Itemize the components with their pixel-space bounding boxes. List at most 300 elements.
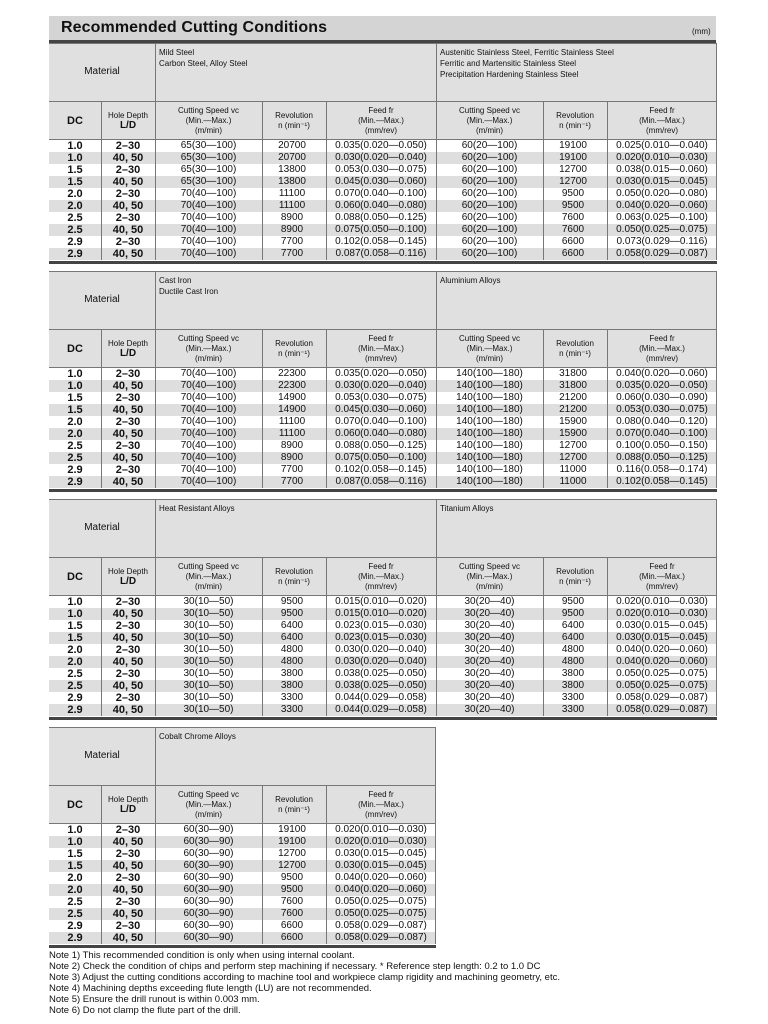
revolution-value: 20700 [278, 152, 306, 163]
revolution-value: 6600 [561, 236, 585, 247]
revolution-value: 6400 [280, 620, 304, 631]
revolution-value: 9500 [280, 608, 304, 619]
revolution-value: 11000 [559, 464, 587, 475]
feed-value: 0.050(0.020—0.080) [616, 188, 708, 199]
revolution-value: 21200 [559, 404, 587, 415]
speed-value: 140(100—180) [456, 380, 523, 391]
table-row [49, 416, 717, 428]
table-block [49, 43, 717, 264]
ld-value: 2–30 [115, 896, 141, 908]
speed-value: 30(20—40) [464, 608, 515, 619]
table-divider [49, 595, 717, 596]
speed-value: 140(100—180) [456, 368, 523, 379]
feed-value: 0.063(0.025—0.100) [616, 212, 708, 223]
dc-value: 2.0 [67, 872, 83, 884]
ld-value: 40, 50 [112, 932, 144, 944]
speed-value: 60(30—90) [183, 896, 234, 907]
table-divider [49, 271, 717, 272]
revolution-value: 3300 [280, 692, 304, 703]
revolution-value: 3800 [280, 680, 304, 691]
material-label: Material [84, 750, 120, 761]
feed-value: 0.050(0.025—0.075) [335, 908, 427, 919]
feed-value: 0.040(0.020—0.060) [616, 200, 708, 211]
speed-header-line: (Min.—Max.) [185, 799, 232, 809]
table-bottom-rule [49, 945, 436, 948]
table-row [49, 884, 436, 896]
feed-header-line: (Min.—Max.) [358, 115, 404, 125]
dc-value: 2.0 [67, 656, 83, 668]
revolution-header [262, 101, 326, 140]
revolution-header [262, 557, 326, 596]
table-divider [543, 101, 544, 260]
table-row [49, 644, 717, 656]
speed-value: 65(30—100) [180, 176, 237, 187]
unit-label: (mm) [692, 27, 711, 36]
speed-value: 70(40—100) [180, 476, 237, 487]
table-divider [436, 499, 437, 716]
revolution-value: 4800 [280, 656, 304, 667]
revolution-value: 3300 [280, 704, 304, 715]
dc-value: 2.0 [67, 644, 83, 656]
table-row [49, 620, 717, 632]
speed-header-line: (m/min) [194, 353, 223, 363]
table-divider [262, 329, 263, 488]
ld-value: 40, 50 [112, 476, 144, 488]
material-name: Mild Steel Carbon Steel, Alloy Steel [159, 48, 248, 68]
feed-header-line: Feed fr [368, 333, 394, 343]
feed-value: 0.058(0.029—0.087) [616, 704, 708, 715]
feed-header-line: (Min.—Max.) [639, 571, 685, 581]
table-row [49, 608, 717, 620]
table-divider [543, 329, 544, 488]
table-row [49, 836, 436, 848]
speed-value: 60(30—90) [183, 884, 234, 895]
feed-value: 0.044(0.029—0.058) [335, 692, 427, 703]
feed-value: 0.058(0.029—0.087) [616, 692, 708, 703]
speed-value: 70(40—100) [180, 464, 237, 475]
note-6: Note 6) Do not clamp the flute part of the drill. [49, 1005, 241, 1016]
material-name: Titanium Alloys [440, 504, 494, 513]
note-5: Note 5) Ensure the drill runout is within 0.003 mm. [49, 994, 260, 1005]
dc-value: 1.5 [67, 620, 83, 632]
feed-value: 0.038(0.025—0.050) [335, 668, 427, 679]
dc-header: DC [67, 342, 83, 355]
ld-value: 2–30 [115, 644, 141, 656]
dc-value: 2.9 [67, 464, 83, 476]
speed-value: 70(40—100) [180, 200, 237, 211]
revolution-value: 12700 [559, 452, 587, 463]
speed-value: 30(10—50) [183, 668, 234, 679]
revolution-value: 9500 [280, 872, 304, 883]
feed-header-line: Feed fr [368, 789, 394, 799]
feed-header [326, 785, 436, 824]
ld-value: 40, 50 [112, 704, 144, 716]
speed-value: 60(30—90) [183, 908, 234, 919]
revolution-value: 15900 [559, 416, 587, 427]
revolution-value: 19100 [278, 836, 306, 847]
hole-depth-label: Hole Depth [107, 794, 149, 804]
revolution-value: 11000 [559, 476, 587, 487]
revolution-header-line: n (min⁻¹) [559, 576, 591, 586]
speed-value: 140(100—180) [456, 392, 523, 403]
speed-value: 30(20—40) [464, 704, 515, 715]
feed-value: 0.040(0.020—0.060) [616, 368, 708, 379]
dc-header: DC [67, 570, 83, 583]
feed-header-line: (mm/rev) [646, 581, 678, 591]
feed-header-line: (Min.—Max.) [639, 115, 685, 125]
ld-value: 40, 50 [112, 224, 144, 236]
table-divider [49, 499, 717, 500]
revolution-value: 6600 [280, 932, 304, 943]
speed-value: 70(40—100) [180, 368, 237, 379]
feed-value: 0.053(0.030—0.075) [335, 164, 427, 175]
table-row [49, 392, 717, 404]
feed-value: 0.030(0.020—0.040) [335, 152, 427, 163]
speed-value: 30(20—40) [464, 644, 515, 655]
dc-value: 1.0 [67, 140, 83, 152]
speed-value: 70(40—100) [180, 404, 237, 415]
table-row [49, 908, 436, 920]
ld-value: 40, 50 [112, 200, 144, 212]
feed-header-line: Feed fr [649, 105, 675, 115]
page-title: Recommended Cutting Conditions [61, 19, 328, 36]
ld-label: L/D [119, 803, 137, 815]
revolution-value: 9500 [280, 884, 304, 895]
revolution-header-line: Revolution [275, 110, 313, 120]
feed-value: 0.025(0.010—0.040) [616, 140, 708, 151]
revolution-value: 6400 [561, 620, 585, 631]
feed-header-line: (mm/rev) [365, 125, 397, 135]
feed-value: 0.044(0.029—0.058) [335, 704, 427, 715]
material-name: Austenitic Stainless Steel, Ferritic Stainless Steel Ferritic and Martensitic Stainless Steel Precipitation Hardening Stainless Steel [440, 48, 614, 79]
revolution-value: 4800 [280, 644, 304, 655]
dc-header: DC [67, 114, 83, 127]
dc-value: 1.5 [67, 392, 83, 404]
speed-header-line: Cutting Speed vc [459, 333, 520, 343]
hole-depth-label: Hole Depth [107, 566, 149, 576]
table-row [49, 140, 717, 152]
table-row [49, 200, 717, 212]
feed-header [607, 329, 717, 368]
feed-header [326, 557, 436, 596]
feed-value: 0.102(0.058—0.145) [335, 464, 427, 475]
feed-value: 0.073(0.029—0.116) [616, 236, 708, 247]
revolution-header-line: n (min⁻¹) [559, 120, 591, 130]
speed-value: 70(40—100) [180, 416, 237, 427]
feed-value: 0.060(0.030—0.090) [616, 392, 708, 403]
table-divider [716, 499, 717, 716]
feed-header-line: (mm/rev) [365, 581, 397, 591]
table-divider [101, 557, 102, 716]
table-row [49, 452, 717, 464]
speed-value: 60(30—90) [183, 848, 234, 859]
speed-value: 70(40—100) [180, 392, 237, 403]
revolution-value: 7600 [280, 896, 304, 907]
revolution-value: 21200 [559, 392, 587, 403]
feed-header [326, 101, 436, 140]
table-divider [607, 329, 608, 488]
revolution-header [262, 785, 326, 824]
feed-value: 0.035(0.020—0.050) [335, 368, 427, 379]
speed-header-line: Cutting Speed vc [459, 105, 520, 115]
speed-header-line: (m/min) [194, 809, 223, 819]
table-divider [435, 727, 436, 944]
table-row [49, 440, 717, 452]
feed-value: 0.053(0.030—0.075) [616, 404, 708, 415]
feed-value: 0.030(0.015—0.045) [335, 860, 427, 871]
revolution-header-line: Revolution [556, 566, 594, 576]
ld-value: 40, 50 [112, 836, 144, 848]
feed-value: 0.050(0.025—0.075) [616, 224, 708, 235]
note-3: Note 3) Adjust the cutting conditions according to machine tool and workpiece clamp rigidity and machining geometry, etc. [49, 972, 560, 983]
revolution-value: 31800 [559, 368, 587, 379]
revolution-value: 11100 [278, 188, 306, 199]
title-bar [49, 16, 716, 43]
feed-value: 0.020(0.010—0.030) [616, 596, 708, 607]
dc-value: 1.5 [67, 860, 83, 872]
speed-header-line: (m/min) [194, 125, 223, 135]
feed-value: 0.075(0.050—0.100) [335, 224, 427, 235]
dc-value: 1.0 [67, 368, 83, 380]
feed-value: 0.075(0.050—0.100) [335, 452, 427, 463]
feed-value: 0.035(0.020—0.050) [335, 140, 427, 151]
ld-value: 40, 50 [112, 680, 144, 692]
ld-value: 2–30 [115, 824, 141, 836]
table-divider [49, 557, 717, 558]
ld-value: 40, 50 [112, 608, 144, 620]
hole-depth-label: Hole Depth [107, 110, 149, 120]
feed-value: 0.088(0.050—0.125) [335, 440, 427, 451]
revolution-value: 7600 [561, 224, 585, 235]
revolution-header [543, 329, 607, 368]
speed-value: 70(40—100) [180, 212, 237, 223]
material-label: Material [84, 522, 120, 533]
revolution-value: 9500 [561, 188, 585, 199]
ld-value: 2–30 [115, 692, 141, 704]
speed-value: 60(30—90) [183, 824, 234, 835]
feed-header [326, 329, 436, 368]
feed-value: 0.030(0.020—0.040) [335, 656, 427, 667]
speed-value: 60(30—90) [183, 860, 234, 871]
speed-value: 60(20—100) [461, 200, 518, 211]
revolution-value: 3300 [561, 704, 585, 715]
revolution-value: 22300 [278, 380, 306, 391]
material-name: Cobalt Chrome Alloys [159, 732, 236, 741]
table-row [49, 932, 436, 944]
table-divider [607, 557, 608, 716]
table-divider [262, 785, 263, 944]
dc-value: 1.5 [67, 404, 83, 416]
table-row [49, 476, 717, 488]
table-divider [49, 367, 717, 368]
speed-value: 60(20—100) [461, 164, 518, 175]
feed-value: 0.087(0.058—0.116) [335, 476, 427, 487]
material-name: Aluminium Alloys [440, 276, 501, 285]
dc-value: 2.0 [67, 188, 83, 200]
table-bottom-rule [49, 261, 717, 264]
feed-value: 0.030(0.015—0.045) [616, 620, 708, 631]
ld-value: 2–30 [115, 140, 141, 152]
feed-header [607, 557, 717, 596]
dc-value: 2.5 [67, 896, 83, 908]
table-row [49, 632, 717, 644]
revolution-value: 12700 [559, 440, 587, 451]
revolution-value: 11100 [278, 428, 306, 439]
table-divider [326, 329, 327, 488]
feed-value: 0.015(0.010—0.020) [335, 596, 427, 607]
speed-header [155, 101, 262, 140]
revolution-value: 3300 [561, 692, 585, 703]
feed-value: 0.058(0.029—0.087) [335, 920, 427, 931]
revolution-value: 8900 [280, 440, 304, 451]
ld-value: 40, 50 [112, 632, 144, 644]
material-name: Heat Resistant Alloys [159, 504, 235, 513]
revolution-header-line: n (min⁻¹) [278, 120, 310, 130]
revolution-value: 7600 [561, 212, 585, 223]
feed-header-line: Feed fr [368, 105, 394, 115]
feed-header [607, 101, 717, 140]
speed-header-line: (Min.—Max.) [466, 571, 513, 581]
feed-value: 0.080(0.040—0.120) [616, 416, 708, 427]
ld-value: 2–30 [115, 212, 141, 224]
dc-value: 2.9 [67, 248, 83, 260]
note-2: Note 2) Check the condition of chips and perform step machining if necessary. * Reference step length: 0.2 to 1.0 DC [49, 961, 541, 972]
ld-value: 2–30 [115, 872, 141, 884]
feed-value: 0.102(0.058—0.145) [335, 236, 427, 247]
dc-value: 2.5 [67, 680, 83, 692]
dc-value: 1.5 [67, 176, 83, 188]
ld-value: 40, 50 [112, 452, 144, 464]
material-label: Material [84, 294, 120, 305]
speed-value: 60(20—100) [461, 236, 518, 247]
revolution-header-line: Revolution [275, 794, 313, 804]
speed-value: 60(30—90) [183, 836, 234, 847]
speed-value: 65(30—100) [180, 152, 237, 163]
feed-value: 0.030(0.015—0.045) [616, 632, 708, 643]
speed-value: 30(10—50) [183, 692, 234, 703]
revolution-value: 12700 [559, 164, 587, 175]
ld-value: 2–30 [115, 440, 141, 452]
feed-value: 0.088(0.050—0.125) [335, 212, 427, 223]
table-row [49, 692, 717, 704]
speed-value: 30(20—40) [464, 692, 515, 703]
speed-value: 30(10—50) [183, 680, 234, 691]
revolution-header-line: n (min⁻¹) [278, 804, 310, 814]
table-divider [436, 43, 437, 260]
speed-value: 30(10—50) [183, 596, 234, 607]
dc-value: 2.0 [67, 416, 83, 428]
table-row [49, 380, 717, 392]
revolution-header-line: n (min⁻¹) [278, 348, 310, 358]
revolution-value: 7700 [280, 236, 304, 247]
table-row [49, 680, 717, 692]
hole-depth-label: Hole Depth [107, 338, 149, 348]
table-row [49, 596, 717, 608]
revolution-value: 9500 [561, 608, 585, 619]
speed-header-line: Cutting Speed vc [459, 561, 520, 571]
speed-value: 60(20—100) [461, 188, 518, 199]
speed-value: 140(100—180) [456, 416, 523, 427]
feed-value: 0.015(0.010—0.020) [335, 608, 427, 619]
revolution-value: 11100 [278, 200, 306, 211]
table-divider [326, 557, 327, 716]
speed-header [155, 785, 262, 824]
revolution-value: 12700 [278, 848, 306, 859]
table-divider [155, 43, 156, 260]
speed-value: 30(20—40) [464, 656, 515, 667]
speed-header-line: (m/min) [475, 581, 504, 591]
dc-value: 2.5 [67, 452, 83, 464]
speed-value: 140(100—180) [456, 464, 523, 475]
speed-value: 65(30—100) [180, 140, 237, 151]
speed-value: 60(20—100) [461, 212, 518, 223]
ld-value: 40, 50 [112, 884, 144, 896]
table-row [49, 824, 436, 836]
feed-header-line: (Min.—Max.) [358, 571, 404, 581]
speed-value: 70(40—100) [180, 248, 237, 259]
speed-value: 30(20—40) [464, 668, 515, 679]
speed-value: 30(10—50) [183, 704, 234, 715]
table-divider [155, 727, 156, 944]
table-divider [716, 271, 717, 488]
revolution-value: 14900 [278, 404, 306, 415]
dc-value: 2.0 [67, 428, 83, 440]
ld-value: 2–30 [115, 188, 141, 200]
table-row [49, 704, 717, 716]
table-row [49, 656, 717, 668]
revolution-value: 8900 [280, 452, 304, 463]
feed-value: 0.020(0.010—0.030) [616, 608, 708, 619]
table-row [49, 212, 717, 224]
revolution-value: 19100 [559, 140, 587, 151]
revolution-value: 7700 [280, 464, 304, 475]
speed-value: 30(20—40) [464, 620, 515, 631]
ld-value: 40, 50 [112, 248, 144, 260]
speed-value: 60(30—90) [183, 872, 234, 883]
notes [49, 950, 560, 1016]
feed-value: 0.020(0.010—0.030) [335, 824, 427, 835]
speed-value: 70(40—100) [180, 224, 237, 235]
speed-header-line: (Min.—Max.) [466, 343, 513, 353]
table-row [49, 668, 717, 680]
speed-value: 70(40—100) [180, 440, 237, 451]
revolution-value: 20700 [278, 140, 306, 151]
note-4: Note 4) Machining depths exceeding flute length (LU) are not recommended. [49, 983, 372, 994]
revolution-value: 11100 [278, 416, 306, 427]
feed-header-line: Feed fr [649, 561, 675, 571]
dc-value: 2.5 [67, 440, 83, 452]
ld-value: 40, 50 [112, 380, 144, 392]
revolution-header-line: n (min⁻¹) [559, 348, 591, 358]
speed-value: 60(20—100) [461, 224, 518, 235]
feed-header-line: (Min.—Max.) [358, 343, 404, 353]
ld-value: 2–30 [115, 848, 141, 860]
speed-header-line: Cutting Speed vc [178, 105, 239, 115]
speed-value: 30(20—40) [464, 680, 515, 691]
revolution-value: 31800 [559, 380, 587, 391]
feed-value: 0.088(0.050—0.125) [616, 452, 708, 463]
table-row [49, 236, 717, 248]
table-block [49, 271, 717, 492]
feed-value: 0.050(0.025—0.075) [616, 680, 708, 691]
table-row [49, 248, 717, 260]
feed-value: 0.087(0.058—0.116) [335, 248, 427, 259]
revolution-value: 9500 [280, 596, 304, 607]
table-block [49, 499, 717, 720]
speed-value: 140(100—180) [456, 428, 523, 439]
feed-header-line: (Min.—Max.) [639, 343, 685, 353]
feed-value: 0.038(0.015—0.060) [616, 164, 708, 175]
